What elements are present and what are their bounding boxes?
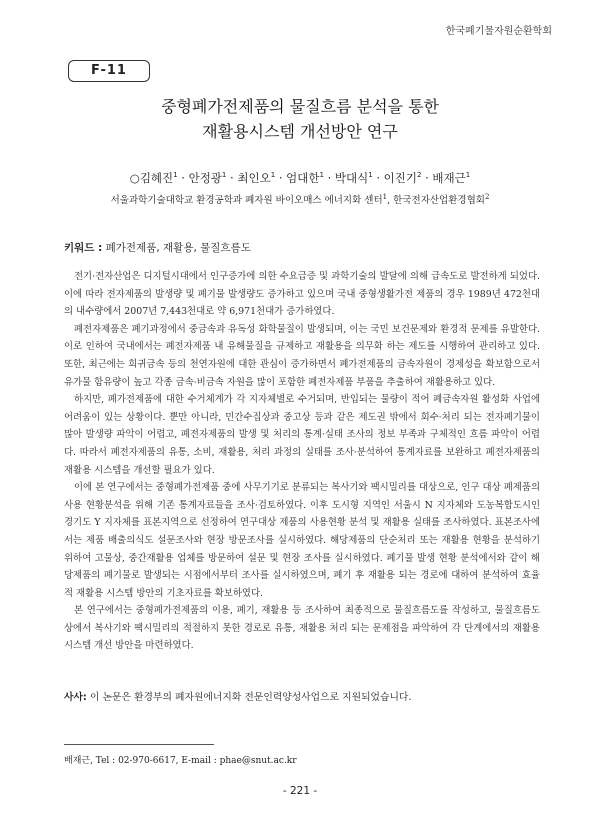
author-affil-mark: 2 bbox=[416, 171, 422, 180]
corresponding-author-footnote: 배재근, Tel : 02-970-6617, E-mail : phae@snut.ac.kr bbox=[64, 756, 297, 766]
author-separator: · bbox=[230, 171, 234, 185]
keywords-label: 키워드 : bbox=[64, 242, 103, 254]
abstract-body bbox=[64, 268, 540, 655]
author-affil-mark: 1 bbox=[221, 171, 227, 180]
author-name: 배재근 bbox=[432, 171, 466, 185]
author-affil-mark: 1 bbox=[368, 171, 373, 180]
author-separator: · bbox=[425, 171, 429, 185]
society-header: 한국폐기물자원순환학회 bbox=[445, 26, 552, 37]
title-line-1: 중형폐가전제품의 물질흐름 분석을 통한 bbox=[160, 97, 439, 116]
paper-code-badge: F-11 bbox=[68, 60, 150, 82]
affiliation bbox=[0, 192, 600, 206]
affiliation-2: , 한국전자산업환경협회 bbox=[387, 195, 485, 206]
body-paragraph: 폐전자제품은 폐기과정에서 중금속과 유독성 화학물질이 발생되며, 이는 국민 보건문제와 환경적 문제를 유발한다. 이로 인하여 국내에서는 폐전자제품 내 유해물질을 규제하고 재활용을 의무화 하는 제도를 시행하여 관리하고 있다. 또한, 최근에는 희귀금속 등의 천연자원에 대한 관심이 증가하면서 폐가전제품의 금속자원이 경제성을 확보함으로서 유가물 함유량이 높고 각종 금속·비금속 자원을 많이 포함한 폐전자제품 부품을 추출하여 재활용하고 있다. bbox=[64, 323, 540, 388]
body-paragraph: 이에 본 연구에서는 중형폐가전제품 중에 사무기기로 분류되는 복사기와 팩시밀리를 대상으로, 인구 대상 폐제품의 사용 현황분석을 위해 기존 통계자료들을 조사·검토하였다. 이후 도시형 지역인 서울시 N 지자체와 도농복합도시인 경기도 Y 지자체를 표본지역으로 선정하여 연구대상 제품의 사용현황 분석 및 재활용 실태를 조사하였다. 표본조사에서는 제품 배출의식도 설문조사와 현장 방문조사를 실시하였다. 해당제품의 단순처리 또는 재활용 현황을 분석하기 위하여 고물상, 중간재활용 업체를 방문하여 설문 및 현장 조사를 실시하였다. 폐기물 발생 현황 분석에서와 같이 해당제품의 폐기물로 발생되는 시점에서부터 조사를 실시하였으며, 폐기 후 재활용 되는 경로에 대하여 분석하여 효율적 재활용 시스템 방안의 기초자료를 확보하였다. bbox=[64, 482, 540, 599]
author-affil-mark: 1 bbox=[270, 171, 276, 180]
paper-title bbox=[0, 94, 600, 144]
author-name: 안정광 bbox=[188, 171, 222, 185]
acknowledgement-label: 사사: bbox=[64, 692, 87, 703]
author-name: 이진기 bbox=[383, 171, 417, 185]
acknowledgement-text: 이 논문은 환경부의 폐자원에너지화 전문인력양성사업으로 지원되었습니다. bbox=[89, 692, 412, 703]
body-paragraph: 본 연구에서는 중형폐가전제품의 이용, 폐기, 재활용 등 조사하여 최종적으로 물질흐름도를 작성하고, 물질흐름도 상에서 복사기와 팩시밀리의 적절하지 못한 경로로 유통, 재활용 처리 되는 문제점을 파악하여 각 단계에서의 재활용시스템 개선 방안을 마련하였다. bbox=[64, 605, 540, 652]
title-line-2: 재활용시스템 개선방안 연구 bbox=[202, 122, 398, 141]
author-name: 김혜진 bbox=[139, 171, 174, 185]
affiliation-1: 서울과학기술대학교 환경공학과 폐자원 바이오매스 에너지화 센터 bbox=[110, 195, 383, 206]
author-affil-mark: 1 bbox=[319, 171, 324, 180]
author-name: 최인오 bbox=[237, 171, 271, 185]
author-separator: · bbox=[376, 171, 380, 185]
author-affil-mark: 1 bbox=[173, 171, 178, 180]
author-list bbox=[0, 170, 600, 186]
author-separator: · bbox=[278, 171, 283, 185]
author-name: 엄대한 bbox=[286, 171, 320, 185]
footnote-divider bbox=[64, 744, 214, 745]
author-separator: · bbox=[327, 171, 332, 185]
author-separator: · bbox=[181, 171, 185, 185]
body-paragraph: 전기·전자산업은 디지털시대에서 인구증가에 의한 수요급증 및 과학기술의 발달에 의해 급속도로 발전하게 되었다. 이에 따라 전자제품의 발생량 및 폐기물 발생량도 증가하고 있으며 국내 중형생활가전 제품의 경우 1989년 472천대의 내수량에서 2007년 7,443천대로 약 6,971천대가 증가하였다. bbox=[64, 271, 540, 318]
author-affil-mark: 1 bbox=[465, 171, 471, 180]
keywords bbox=[64, 240, 251, 255]
body-paragraph: 하지만, 폐가전제품에 대한 수거체계가 각 지자체별로 수거되며, 반입되는 물량이 적어 폐금속자원 활성화 사업에 어려움이 있는 상황이다. 뿐만 아니라, 민간수집상과 중고상 등과 같은 제도권 밖에서 회수·처리 되는 전자폐기물이 많아 발생량 파악이 어렵고, 폐전자제품의 발생 및 처리의 통계·실태 조사의 정보 부족과 구체적인 흐름 파악이 어렵다. 따라서 폐전자제품의 유통, 소비, 재활용, 처리 과정의 실태를 조사·분석하여 통계자료를 보완하고 폐전자제품의 재활용 시스템을 개선할 필요가 있다. bbox=[64, 394, 540, 476]
keywords-value: 폐가전제품, 재활용, 물질흐름도 bbox=[105, 242, 251, 254]
acknowledgement bbox=[64, 689, 412, 703]
affiliation-mark-1: 1 bbox=[382, 192, 388, 201]
author-name: 박대식 bbox=[334, 171, 369, 185]
affiliation-mark-2: 2 bbox=[484, 192, 490, 201]
presenter-mark: ○ bbox=[129, 171, 140, 185]
page-number: - 221 - bbox=[282, 785, 318, 797]
